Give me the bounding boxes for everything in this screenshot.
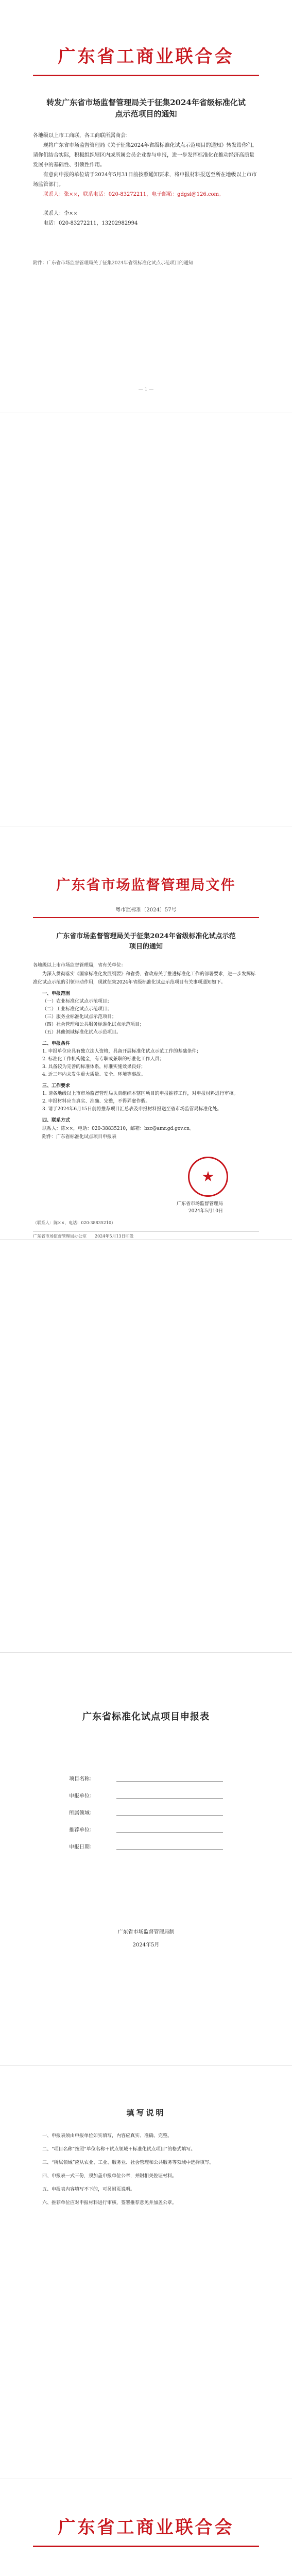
page-4-blank <box>0 1240 292 1653</box>
instruction-item: 六、推荐单位应对申报材料进行审核，签署推荐意见并加盖公章。 <box>42 2200 177 2206</box>
list-item: 3. 具备较为完善的标准体系，标准实施效果良好； <box>42 1064 146 1070</box>
conditions-list <box>33 1048 259 1079</box>
list-item: （四）社会管理和公共服务标准化试点示范项目； <box>42 1022 145 1027</box>
list-item: （一）农业标准化试点示范项目； <box>42 999 112 1004</box>
list-item: 1. 请各地级以上市市场监督管理局认真组织本辖区项目的申报推荐工作，对申报材料进行审核。 <box>42 1091 238 1096</box>
page-2-blank <box>0 413 292 826</box>
section-scope: 一、申报范围 <box>42 991 71 996</box>
cover-organization: 广东省市场监督管理局制 <box>117 1929 175 1935</box>
list-item: 1. 申报单位应具有独立法人资格，具备开展标准化试点示范工作的基础条件； <box>42 1049 201 1054</box>
letterhead-rule <box>33 75 259 76</box>
field-label: 申报日期： <box>69 1844 95 1850</box>
list-item: （二）工业标准化试点示范项目； <box>42 1007 112 1012</box>
field-label: 项目名称： <box>69 1776 95 1782</box>
section-conditions: 二、申报条件 <box>42 1041 71 1046</box>
list-item: 3. 请于2024年6月15日前将推荐项目汇总表及申报材料报送至省市场监管局标准化处。 <box>42 1107 222 1112</box>
cover-fields <box>33 1774 259 1850</box>
field-row <box>69 1808 259 1816</box>
print-line: 广东省市场监督管理局办公室 2024年5月13日印发 <box>33 1234 134 1239</box>
bureau-rule <box>33 917 259 918</box>
list-item: 2. 标准化工作机构健全，有专职或兼职的标准化工作人员； <box>42 1057 164 1062</box>
section-requirements: 三、工作要求 <box>42 1083 71 1089</box>
notice-intro: 为深入贯彻落实《国家标准化发展纲要》和省委、省政府关于推进标准化工作的部署要求，进一步发挥标准化试点示范的引领带动作用，现就征集2024年省级标准化试点示范项目有关事项通知如下。 <box>33 972 256 985</box>
page-3 <box>0 826 292 1240</box>
list-item: （三）服务业标准化试点示范项目； <box>42 1014 117 1020</box>
body-paragraph-1: 现将广东省市场监督管理局《关于征集2024年省级标准化试点示范项目的通知》转发给你们。请你们结合实际，积极组织辖区内或所属会员企业参与申报，进一步发挥标准化在推动经济高质量发展中的基础性、引领性作用。 <box>33 143 257 168</box>
contact-block <box>33 209 259 228</box>
field-row <box>69 1774 259 1782</box>
field-label: 所属领域： <box>69 1810 95 1816</box>
field-row <box>69 1791 259 1799</box>
letterhead-title-repeat: 广东省工商业联合会 <box>58 2517 234 2538</box>
document-body <box>33 131 259 199</box>
highlighted-paragraph: 联系人：张××，联系电话：020-83272211，电子邮箱：gdgsl@126.com。 <box>43 192 225 197</box>
field-row <box>69 1825 259 1833</box>
field-underline <box>116 1791 223 1799</box>
instruction-item: 一、申报表须由申报单位如实填写，内容应真实、准确、完整。 <box>42 2133 173 2139</box>
page-1 <box>0 0 292 413</box>
list-item: （五）其他领域标准化试点示范项目。 <box>42 1030 122 1035</box>
instruction-item: 三、“所属领域”应从农业、工业、服务业、社会管理和公共服务等领域中选择填写。 <box>42 2160 214 2165</box>
addressee: 各地级以上市工商联，各工商联所属商会： <box>33 133 131 139</box>
field-underline <box>116 1774 223 1782</box>
document-number: 粤市监标准〔2024〕57号 <box>115 907 177 913</box>
field-underline <box>116 1842 223 1850</box>
contact-line-1: 联系人：李×× <box>43 211 78 216</box>
instructions-title: 填写说明 <box>126 2108 166 2117</box>
cover-date: 2024年5月 <box>132 1942 160 1948</box>
instruction-item: 五、申报表内容填写不下的，可另附页说明。 <box>42 2187 135 2192</box>
field-underline <box>116 1825 223 1833</box>
instruction-item: 二、“项目名称”按照“单位名称＋试点领域＋标准化试点项目”的格式填写。 <box>42 2147 196 2152</box>
list-item: 2. 申报材料应当真实、准确、完整，不得弄虚作假。 <box>42 1099 150 1104</box>
scope-list <box>33 998 259 1037</box>
notice-title: 广东省市场监督管理局关于征集2024年省级标准化试点示范项目的通知 <box>56 933 236 951</box>
document-title: 转发广东省市场监督管理局关于征集2024年省级标准化试点示范项目的通知 <box>46 98 246 118</box>
section-contact: 四、联系方式 <box>42 1118 71 1123</box>
page-5-cover <box>0 1653 292 2066</box>
field-label: 推荐单位： <box>69 1827 95 1833</box>
body-paragraph-2: 有意向申报的单位请于2024年5月31日前按照通知要求，将申报材料报送至所在地级以上市市场监管部门。 <box>33 172 257 188</box>
list-item: 4. 近三年内未发生重大质量、安全、环境等事故。 <box>42 1072 146 1077</box>
official-seal-icon <box>188 1157 228 1197</box>
notice-contact: 联系人：陈××，电话：020-38835210，邮箱：bzc@amr.gd.gov.cn。 <box>42 1126 195 1131</box>
instructions-list <box>33 2131 259 2208</box>
signing-date: 2024年5月10日 <box>188 1209 223 1214</box>
requirements-list <box>33 1090 259 1113</box>
field-label: 申报单位： <box>69 1793 95 1799</box>
contact-line-2: 电话：020-83272211，13202982994 <box>43 221 138 226</box>
notice-annex: 附件：广东省标准化试点项目申报表 <box>42 1134 117 1140</box>
page-number: — 1 — <box>138 387 154 392</box>
field-underline <box>116 1808 223 1816</box>
field-row <box>69 1842 259 1850</box>
form-title: 广东省标准化试点项目申报表 <box>82 1711 210 1722</box>
notice-addressee: 各地级以上市市场监督管理局，省有关单位： <box>33 963 126 968</box>
letterhead-rule-repeat <box>33 2546 259 2547</box>
bureau-letterhead: 广东省市场监督管理局文件 <box>56 877 236 893</box>
letterhead-title: 广东省工商业联合会 <box>58 46 234 67</box>
footer-note: （联系人：陈××，电话：020-38835210） <box>33 1221 116 1225</box>
page-7 <box>0 2479 292 2576</box>
instruction-item: 四、申报表一式三份，须加盖申报单位公章，并附相关佐证材料。 <box>42 2174 177 2179</box>
page-6-instructions <box>0 2066 292 2479</box>
signature-area <box>33 1157 259 1213</box>
attachment-line: 附件：广东省市场监督管理局关于征集2024年省级标准化试点示范项目的通知 <box>33 261 193 266</box>
signing-authority: 广东省市场监督管理局 <box>176 1201 223 1207</box>
